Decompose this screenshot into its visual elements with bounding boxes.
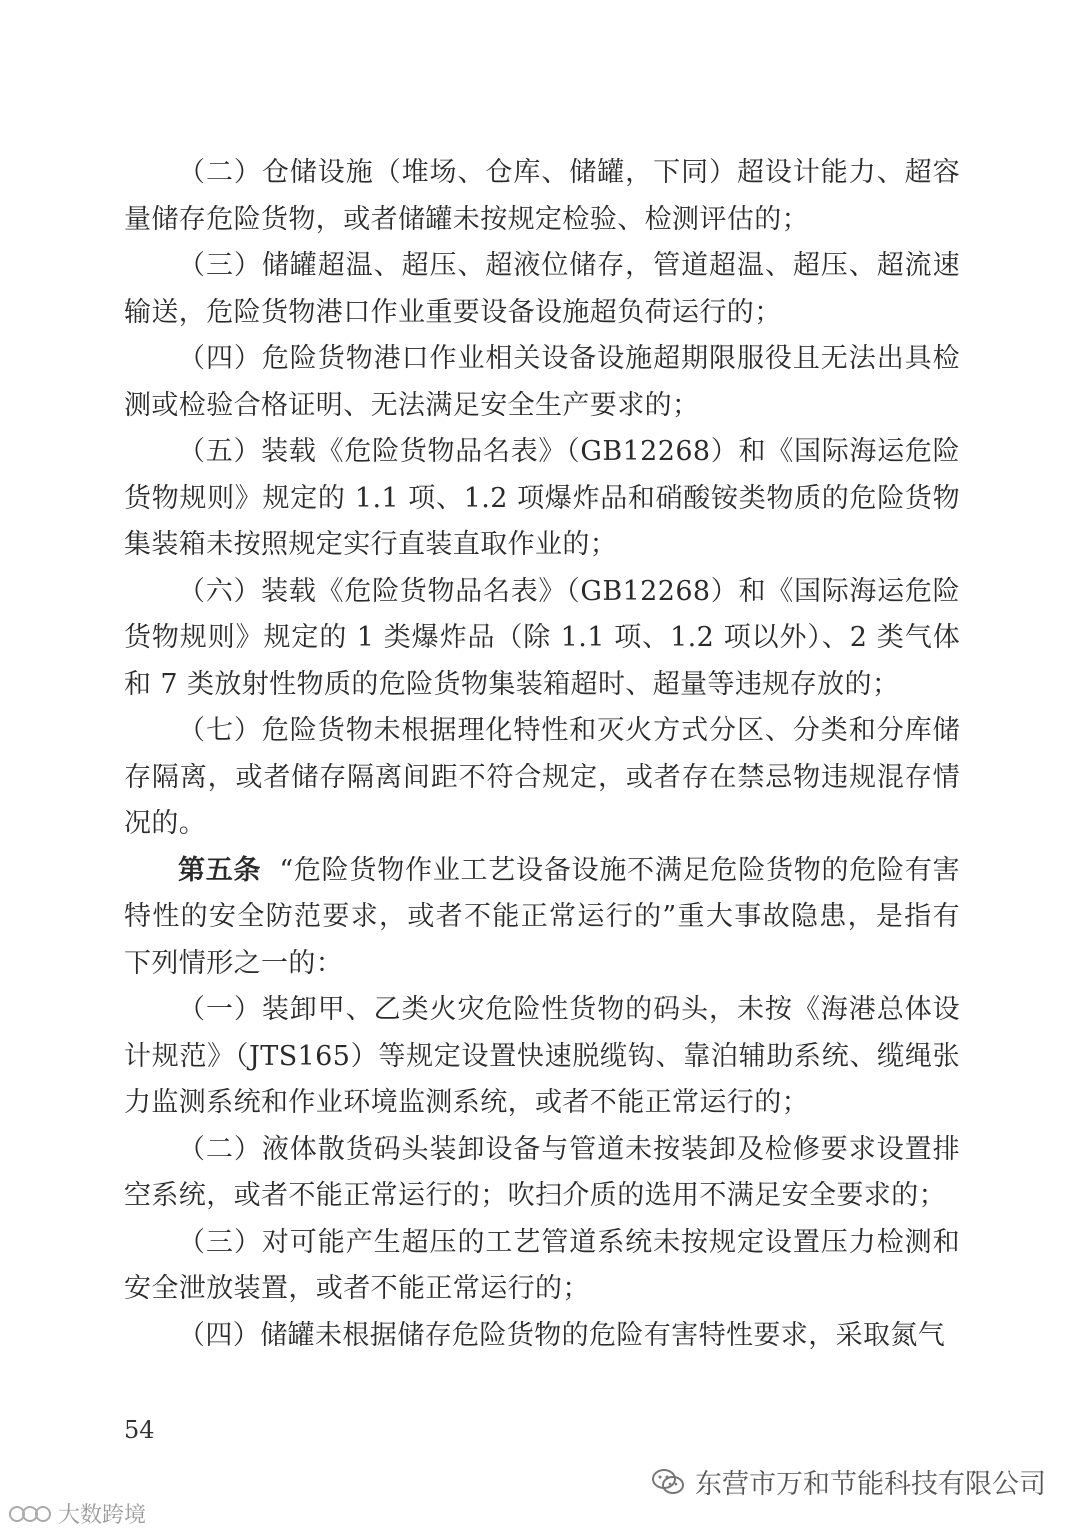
- page-number: 54: [124, 1416, 155, 1444]
- document-body: [124, 150, 960, 1359]
- brand-watermark: [8, 1498, 146, 1529]
- brand-watermark-text: 大数跨境: [58, 1503, 147, 1528]
- paragraph-4: （四）危险货物港口作业相关设备设施超期限服役且无法出具检测或检验合格证明、无法满足安全生产要求的；: [124, 343, 960, 421]
- paragraph-5: （五）装载《危险货物品名表》（GB12268）和《国际海运危险货物规则》规定的 1.1 项、1.2 项爆炸品和硝酸铵类物质的危险货物集装箱未按照规定实行直装直取作业的；: [124, 436, 960, 560]
- paragraph-7: （七）危险货物未根据理化特性和灭火方式分区、分类和分库储存隔离，或者储存隔离间距不符合规定，或者存在禁忌物违规混存情况的。: [124, 715, 960, 839]
- article-five-item-3: （三）对可能产生超压的工艺管道系统未按规定设置压力检测和安全泄放装置，或者不能正常运行的；: [124, 1226, 960, 1304]
- article-heading: 第五条: [178, 854, 262, 886]
- article-five-item-1: （一）装卸甲、乙类火灾危险性货物的码头，未按《海港总体设计规范》（JTS165）等规定设置快速脱缆钩、靠泊辅助系统、缆绳张力监测系统和作业环境监测系统，或者不能正常运行的；: [124, 994, 960, 1118]
- paragraph-6: （六）装载《危险货物品名表》（GB12268）和《国际海运危险货物规则》规定的 1 类爆炸品（除 1.1 项、1.2 项以外）、2 类气体和 7 类放射性物质的危险货物集装箱超时、超量等违规存放的；: [124, 575, 960, 700]
- source-watermark: [651, 1462, 1046, 1501]
- brand-logo-icon: [8, 1503, 52, 1525]
- wechat-icon: [651, 1467, 685, 1497]
- article-five-item-4: （四）储罐未根据储存危险货物的危险有害特性要求，采取氮气: [178, 1319, 946, 1351]
- paragraph-3: （三）储罐超温、超压、超液位储存，管道超温、超压、超流速输送，危险货物港口作业重要设备设施超负荷运行的；: [124, 250, 960, 328]
- paragraph-2: （二）仓储设施（堆场、仓库、储罐，下同）超设计能力、超容量储存危险货物，或者储罐未按规定检验、检测评估的；: [124, 157, 960, 235]
- article-five-item-2: （二）液体散货码头装卸设备与管道未按装卸及检修要求设置排空系统，或者不能正常运行的；吹扫介质的选用不满足安全要求的；: [124, 1133, 960, 1211]
- article-five: 第五条 “危险货物作业工艺设备设施不满足危险货物的危险有害特性的安全防范要求，或者不能正常运行的”重大事故隐患，是指有下列情形之一的：: [124, 854, 960, 979]
- source-watermark-text: 东营市万和节能科技有限公司: [695, 1469, 1046, 1500]
